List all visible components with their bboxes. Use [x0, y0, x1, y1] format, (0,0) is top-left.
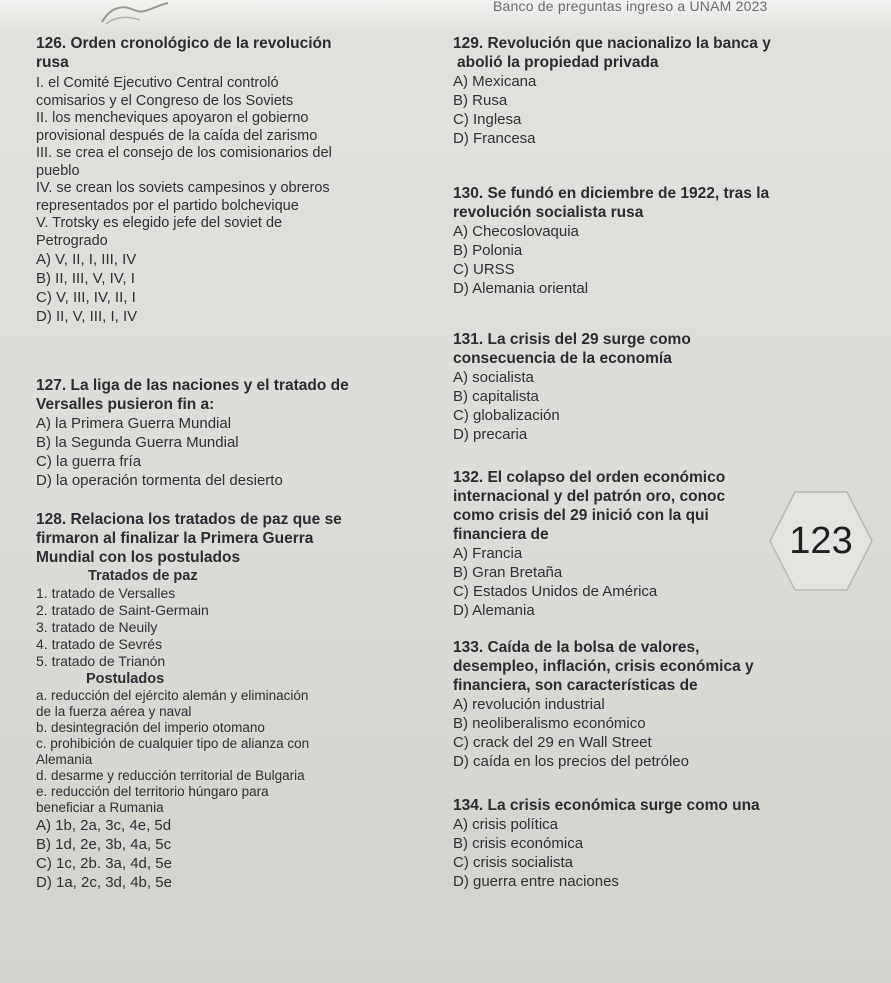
treaty-item: 5. tratado de Trianón [36, 653, 166, 669]
answer-option[interactable]: B) Rusa [453, 92, 508, 109]
statement: II. los mencheviques apoyaron el gobierno [36, 110, 309, 126]
treaty-item: 2. tratado de Saint-Germain [36, 602, 209, 618]
question-title: 127. La liga de las naciones y el tratado de [36, 377, 349, 394]
answer-option[interactable]: C) Inglesa [453, 111, 522, 128]
answer-option[interactable]: C) V, III, IV, II, I [36, 289, 136, 306]
statement: pueblo [36, 162, 80, 179]
answer-option[interactable]: A) revolución industrial [453, 696, 605, 713]
treaty-item: 3. tratado de Neuily [36, 619, 158, 635]
statement: comisarios y el Congreso de los Soviets [36, 92, 294, 109]
answer-option[interactable]: C) crack del 29 en Wall Street [453, 734, 652, 751]
question-title: firmaron al finalizar la Primera Guerra [36, 530, 314, 547]
answer-option[interactable]: B) crisis económica [453, 835, 584, 852]
statement: provisional después de la caída del zarismo [36, 127, 318, 144]
answer-option[interactable]: C) globalización [453, 407, 560, 424]
answer-option[interactable]: A) la Primera Guerra Mundial [36, 415, 232, 432]
postulates-heading: Postulados [86, 671, 165, 687]
question-title: 131. La crisis del 29 surge como [453, 331, 691, 348]
answer-option[interactable]: D) Francesa [453, 130, 536, 147]
postulate-item: Alemania [36, 752, 93, 767]
treaty-item: 1. tratado de Versalles [36, 585, 176, 601]
question-title: financiera, son características de [453, 677, 698, 694]
question-127 [36, 376, 349, 490]
answer-option[interactable]: D) precaria [453, 426, 528, 443]
answer-option[interactable]: B) neoliberalismo económico [453, 715, 646, 732]
question-title: desempleo, inflación, crisis económica y [453, 658, 754, 675]
answer-option[interactable]: A) V, II, I, III, IV [36, 251, 137, 268]
answer-option[interactable]: D) Alemania [453, 602, 535, 619]
answer-option[interactable]: C) crisis socialista [453, 854, 574, 871]
answer-option[interactable]: B) II, III, V, IV, I [36, 270, 135, 287]
answer-option[interactable]: D) guerra entre naciones [453, 873, 619, 890]
answer-option[interactable]: D) caída en los precios del petróleo [453, 753, 689, 770]
question-130 [453, 184, 769, 298]
answer-option[interactable]: B) la Segunda Guerra Mundial [36, 434, 239, 451]
question-title: revolución socialista rusa [453, 204, 644, 221]
question-128 [36, 510, 342, 892]
logo-icon [100, 0, 170, 26]
question-title: internacional y del patrón oro, conoc [453, 488, 726, 505]
treaty-item: 4. tratado de Sevrés [36, 636, 163, 652]
postulate-item: c. prohibición de cualquier tipo de alianza con [36, 736, 310, 751]
statement: V. Trotsky es elegido jefe del soviet de [36, 215, 283, 231]
question-126 [36, 34, 332, 326]
question-title: Versalles pusieron fin a: [36, 396, 215, 413]
answer-option[interactable]: D) II, V, III, I, IV [36, 308, 138, 325]
question-134 [453, 796, 760, 891]
answer-option[interactable]: D) 1a, 2c, 3d, 4b, 5e [36, 874, 172, 891]
answer-option[interactable]: B) Gran Bretaña [453, 564, 563, 581]
answer-option[interactable]: A) crisis política [453, 816, 559, 833]
statement: I. el Comité Ejecutivo Central controló [36, 75, 279, 91]
answer-option[interactable]: A) Checoslovaquia [453, 223, 579, 240]
answer-option[interactable]: A) socialista [453, 369, 534, 386]
postulate-item: a. reducción del ejército alemán y eliminación [36, 688, 309, 703]
question-131 [453, 330, 691, 444]
page-number: 123 [789, 520, 853, 562]
answer-option[interactable]: C) URSS [453, 261, 515, 278]
question-title: 128. Relaciona los tratados de paz que se [36, 511, 342, 528]
question-title: rusa [36, 54, 69, 71]
question-title: financiera de [453, 526, 549, 543]
question-title: 133. Caída de la bolsa de valores, [453, 639, 700, 656]
answer-option[interactable]: B) 1d, 2e, 3b, 4a, 5c [36, 836, 172, 853]
answer-option[interactable]: C) la guerra fría [36, 453, 142, 470]
question-title: abolió la propiedad privada [457, 54, 659, 71]
question-129 [453, 34, 771, 148]
postulate-item: d. desarme y reducción territorial de Bulgaria [36, 768, 305, 783]
question-133 [453, 638, 754, 771]
question-title: consecuencia de la economía [453, 350, 672, 367]
answer-option[interactable]: D) la operación tormenta del desierto [36, 472, 283, 489]
statement: III. se crea el consejo de los comisionarios del [36, 145, 332, 161]
treaties-heading: Tratados de paz [88, 568, 198, 584]
question-title: 126. Orden cronológico de la revolución [36, 35, 332, 52]
question-title: Mundial con los postulados [36, 549, 241, 566]
question-title: 129. Revolución que nacionalizo la banca y [453, 35, 771, 52]
header-title: Banco de preguntas ingreso a UNAM 2023 [493, 0, 768, 14]
statement: IV. se crean los soviets campesinos y obreros [36, 180, 330, 196]
postulate-item: e. reducción del territorio húngaro para [36, 784, 269, 799]
answer-option[interactable]: A) Francia [453, 545, 523, 562]
answer-option[interactable]: A) 1b, 2a, 3c, 4e, 5d [36, 817, 172, 834]
answer-option[interactable]: C) 1c, 2b. 3a, 4d, 5e [36, 855, 172, 872]
question-title: 130. Se fundó en diciembre de 1922, tras la [453, 185, 770, 202]
answer-option[interactable]: C) Estados Unidos de América [453, 583, 658, 600]
question-title: como crisis del 29 inició con la qui [453, 507, 709, 524]
statement: representados por el partido bolchevique [36, 197, 299, 214]
statement: Petrogrado [36, 232, 108, 249]
postulate-item: de la fuerza aérea y naval [36, 704, 192, 719]
question-title: 134. La crisis económica surge como una [453, 797, 760, 814]
postulate-item: beneficiar a Rumania [36, 800, 164, 815]
question-title: 132. El colapso del orden económico [453, 469, 726, 486]
question-132 [453, 468, 725, 620]
answer-option[interactable]: B) Polonia [453, 242, 523, 259]
answer-option[interactable]: B) capitalista [453, 388, 539, 405]
answer-option[interactable]: D) Alemania oriental [453, 280, 589, 297]
postulate-item: b. desintegración del imperio otomano [36, 720, 265, 735]
answer-option[interactable]: A) Mexicana [453, 73, 537, 90]
